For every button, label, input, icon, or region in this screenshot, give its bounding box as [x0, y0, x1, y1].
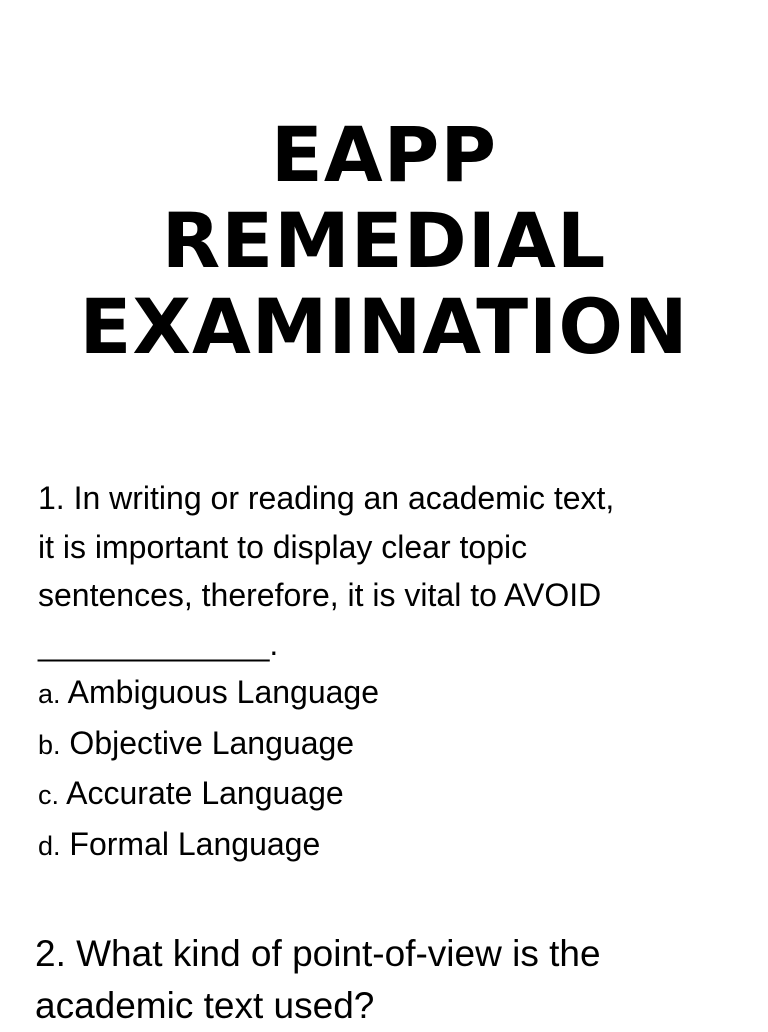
- question-2-text-line: 2. What kind of point-of-view is the: [35, 933, 601, 974]
- option-d-letter: d.: [38, 830, 61, 861]
- question-1-text-line: 1. In writing or reading an academic text,: [38, 480, 615, 516]
- option-c: [38, 769, 738, 820]
- option-c-text: Accurate Language: [66, 775, 344, 811]
- exam-title-line-3: EXAMINATION: [79, 282, 689, 371]
- option-a-text: Ambiguous Language: [67, 674, 380, 710]
- option-b-text: Objective Language: [69, 724, 355, 761]
- exam-title: [0, 112, 768, 370]
- question-2: [35, 928, 755, 1032]
- option-c-letter: c.: [38, 780, 60, 810]
- question-2-text-line: academic text used?: [35, 985, 375, 1026]
- option-b: [38, 719, 738, 770]
- question-1-text-line: it is important to display clear topic: [38, 528, 528, 565]
- question-1-blank-line: _____________.: [38, 625, 279, 662]
- exam-title-line-2: REMEDIAL: [161, 196, 607, 285]
- option-b-letter: b.: [38, 729, 61, 760]
- option-d-text: Formal Language: [69, 825, 321, 862]
- question-1: [38, 474, 738, 870]
- question-1-text-line: sentences, therefore, it is vital to AVOID: [38, 577, 602, 613]
- exam-title-line-1: EAPP: [270, 110, 498, 199]
- option-a: [38, 668, 738, 719]
- option-a-letter: a.: [38, 679, 61, 709]
- option-d: [38, 820, 738, 871]
